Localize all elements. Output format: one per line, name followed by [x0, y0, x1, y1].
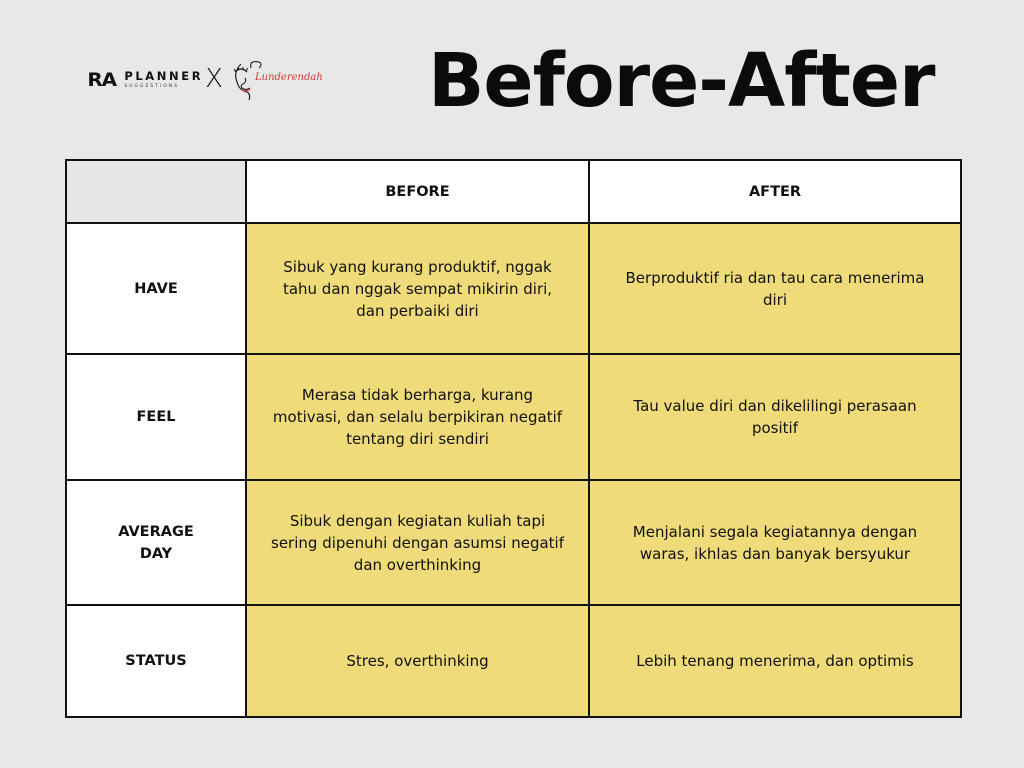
cell-feel-before: Merasa tidak berharga, kurang motivasi, dan selalu berpikiran negatif tentang diri sendiri	[246, 354, 589, 480]
table-row	[66, 480, 961, 605]
row-label-have: HAVE	[66, 223, 246, 354]
brand-logo	[87, 58, 323, 102]
before-after-table	[65, 159, 962, 718]
cell-status-after: Lebih tenang menerima, dan optimis	[589, 605, 961, 717]
table-row	[66, 605, 961, 717]
planner-text: PLANNER	[124, 68, 204, 83]
cell-have-before: Sibuk yang kurang produktif, nggak tahu dan nggak sempat mikirin diri, dan perbaiki diri	[246, 223, 589, 354]
cell-status-before: Stres, overthinking	[246, 605, 589, 717]
collab-x: X	[205, 64, 223, 94]
signature-face-icon	[225, 58, 323, 102]
header-before: BEFORE	[246, 160, 589, 223]
signature-logo	[225, 58, 323, 102]
row-label-average-day: AVERAGE DAY	[66, 480, 246, 605]
row-label-feel: FEEL	[66, 354, 246, 480]
planner-subtext: SUGGESTIONS	[124, 84, 180, 89]
header-after: AFTER	[589, 160, 961, 223]
header-corner-cell	[66, 160, 246, 223]
planner-wordmark	[124, 68, 204, 90]
table-row	[66, 223, 961, 354]
signature-text: Lunderendah	[254, 72, 323, 83]
ra-logo-mark: RA	[87, 69, 117, 91]
row-label-status: STATUS	[66, 605, 246, 717]
table-header-row	[66, 160, 961, 223]
cell-have-after: Berproduktif ria dan tau cara menerima diri	[589, 223, 961, 354]
table-row	[66, 354, 961, 480]
cell-average-day-before: Sibuk dengan kegiatan kuliah tapi sering dipenuhi dengan asumsi negatif dan overthinking	[246, 480, 589, 605]
cell-feel-after: Tau value diri dan dikelilingi perasaan positif	[589, 354, 961, 480]
cell-average-day-after: Menjalani segala kegiatannya dengan waras, ikhlas dan banyak bersyukur	[589, 480, 961, 605]
page-title: Before-After	[428, 38, 935, 124]
